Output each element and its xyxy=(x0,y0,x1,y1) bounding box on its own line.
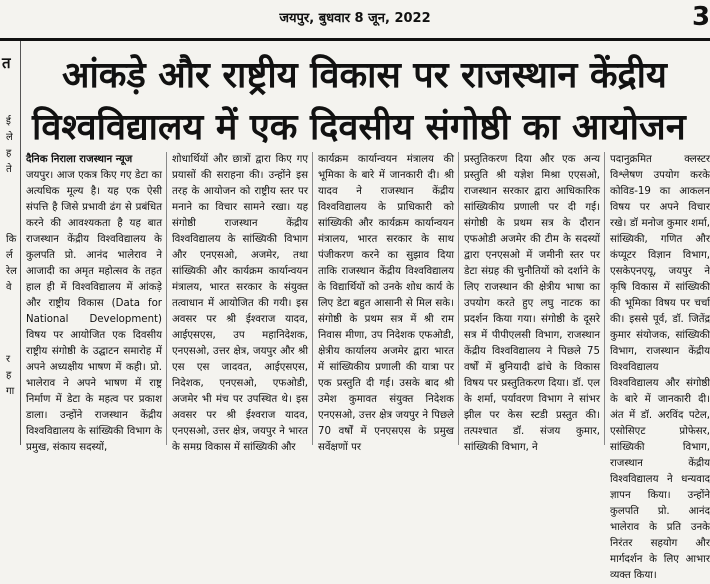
column-divider xyxy=(604,152,605,445)
dateline: जयपुर, बुधवार 8 जून, 2022 xyxy=(279,11,431,26)
column-divider xyxy=(458,152,459,445)
column-divider xyxy=(312,152,313,445)
adjacent-text-fragment: वे xyxy=(6,282,12,293)
adjacent-text-fragment: ते xyxy=(6,164,12,175)
header-rule xyxy=(0,38,710,41)
byline: दैनिक निराला राजस्थान न्यूज xyxy=(26,154,133,165)
column-text: पदानुक्रमित क्लस्टर विश्लेषण उपयोग करके कोविड-19 का आकलन विषय पर अपने विचार रखे। डॉ मनोज कुमार शर्मा, सांख्यिकी, गणित और कंप्यूटर विज्ञान विभाग, एसकेएनएयू, जयपुर ने कृषि विकास में सांख्यिकी की भूमिका विषय पर चर्चा की। इससे पूर्व, डॉ. जितेंद्र कुमार संयोजक, सांख्यिकी विभाग, राजस्थान केंद्रीय विश्वविद्यालय विश्वविद्यालय और संगोष्ठी के बारे में जानकारी दी। अंत में डॉ. अरविंद पटेल, एसोसिएट प्रोफेसर, सांख्यिकी विभाग, राजस्थान केंद्रीय विश्वविद्यालय ने धन्यवाद ज्ञापन किया। उन्होंने कुलपति प्रो. आनंद भालेराव के प्रति उनके निरंतर सहयोग और मार्गदर्शन के लिए आभार व्यक्त किया। xyxy=(610,154,710,581)
adjacent-text-fragment: कि xyxy=(6,234,17,245)
adjacent-text-fragment: र xyxy=(6,354,11,365)
column-text: प्रस्तुतिकरण दिया और एक अन्य प्रस्तुति श्री यज्ञेश मिश्रा एएसओ, राजस्थान सरकार द्वारा आधिकारिक सांख्यिकीय प्रणाली पर दी गई। संगोष्ठी के प्रथम सत्र के दौरान एफओडी अजमेर की टीम के सदस्यों द्वारा एनएसओ में जमीनी स्तर पर डेटा संग्रह की चुनौतियों को दर्शाने के लिए राजस्थान की क्षेत्रीय भाषा का उपयोग करते हुए लघु नाटक का प्रदर्शन किया गया। संगोष्ठी के दूसरे सत्र में पीपीएलसी विभाग, राजस्थान केंद्रीय विश्वविद्यालय ने पिछले 75 वर्षों में बुनियादी ढांचे के विकास विषय पर प्रस्तुतिकरण दिया। डॉ. एल के शर्मा, पर्यावरण विभाग ने सांभर झील पर केस स्टडी प्रस्तुत की। तत्पश्चात डॉ. संजय कुमार, सांख्यिकी विभाग, ने xyxy=(464,154,600,453)
adjacent-text-fragment: रेल xyxy=(6,266,17,277)
adjacent-text-fragment: ले xyxy=(6,132,13,143)
article-column-2 xyxy=(172,152,308,453)
adjacent-text-fragment: गा xyxy=(6,386,15,397)
article-column-3 xyxy=(318,152,454,453)
headline-line-1: आंकड़े और राष्ट्रीय विकास पर राजस्थान केंद्रीय xyxy=(62,55,667,96)
page-number: 3 xyxy=(692,2,710,32)
adjacent-text-fragment: र्ल xyxy=(6,250,13,261)
article-body xyxy=(26,152,710,581)
article-column-5 xyxy=(610,152,710,581)
headline-line-2: विश्वविद्यालय में एक दिवसीय संगोष्ठी का आयोजन xyxy=(32,107,686,148)
article-column-1 xyxy=(26,152,162,453)
adjacent-article-heading-fragment: त xyxy=(2,54,11,72)
column-text: जयपुर। आज एकत्र किए गए डेटा का अत्यधिक मूल्य है। यह एक ऐसी संपत्ति है जिसे प्रभावी ढंग से प्रबंधित करने की आवश्यकता है यह बात राजस्थान केंद्रीय विश्वविद्यालय के कुलपति प्रो. आनंद भालेराव ने आजादी का अमृत महोत्सव के तहत हाल ही में विश्वविद्यालय में आंकड़े और राष्ट्रीय विकास (Data for National Development) विषय पर आयोजित एक दिवसीय राष्ट्रीय संगोष्ठी के उद्घाटन समारोह में अपने अध्यक्षीय भाषण में कही। प्रो. भालेराव ने अपने भाषण में राष्ट्र निर्माण में डेटा के महत्व पर प्रकाश डाला। उन्होंने राजस्थान केंद्रीय विश्वविद्यालय के सांख्यिकी विभाग के प्रमुख, संकाय सदस्यों, xyxy=(26,170,162,453)
adjacent-article-strip xyxy=(0,41,21,445)
column-text: शोधार्थियों और छात्रों द्वारा किए गए प्रयासों की सराहना की। उन्होंने इस तरह के आयोजन को राष्ट्रीय स्तर पर मनाने का विचार सामने रखा। यह संगोष्ठी राजस्थान केंद्रीय विश्वविद्यालय के सांख्यिकी विभाग और एनएसओ, अजमेर, तथा सांख्यिकी और कार्यक्रम कार्यान्वयन मंत्रालय, भारत सरकार के संयुक्त तत्वाधान में आयोजित की गयी। इस अवसर पर श्री ईश्वराज यादव, आईएसएस, उप महानिदेशक, एनएसओ, उत्तर क्षेत्र, जयपुर और श्री एस एस जादवत, आईएसएस, निदेशक, एनएसओ, एफओडी, अजमेर भी मंच पर उपस्थित थे। इस अवसर पर श्री ईश्वराज यादव, एनएसओ, उत्तर क्षेत्र, जयपुर ने भारत के समग्र विकास में सांख्यिकी और xyxy=(172,154,308,453)
column-divider xyxy=(166,152,167,445)
adjacent-text-fragment: ई xyxy=(6,116,11,127)
adjacent-text-fragment: ह xyxy=(6,148,12,159)
column-text: कार्यक्रम कार्यान्वयन मंत्रालय की भूमिका के बारे में जानकारी दी। श्री यादव ने राजस्थान केंद्रीय विश्वविद्यालय के प्राधिकारी को सांख्यिकी और कार्यक्रम कार्यान्वयन मंत्रालय, भारत सरकार के साथ पंजीकरण करने का सुझाव दिया ताकि राजस्थान केंद्रीय विश्वविद्यालय के विद्यार्थियों को उनके शोध कार्य के लिए डेटा बहुत आसानी से मिल सके। संगोष्ठी के प्रथम सत्र में श्री राम निवास मीणा, उप निदेशक एफओडी, क्षेत्रीय कार्यालय अजमेर द्वारा भारत में सांख्यिकीय प्रणाली की यात्रा पर एक प्रस्तुति दी गई। उसके बाद श्री उमेश कुमावत संयुक्त निदेशक एनएसओ, उत्तर क्षेत्र जयपुर ने पिछले 70 वर्षों में एनएसएस के प्रमुख सर्वेक्षणों पर xyxy=(318,154,454,453)
adjacent-text-fragment: ह xyxy=(6,370,12,381)
article-column-4 xyxy=(464,152,600,453)
